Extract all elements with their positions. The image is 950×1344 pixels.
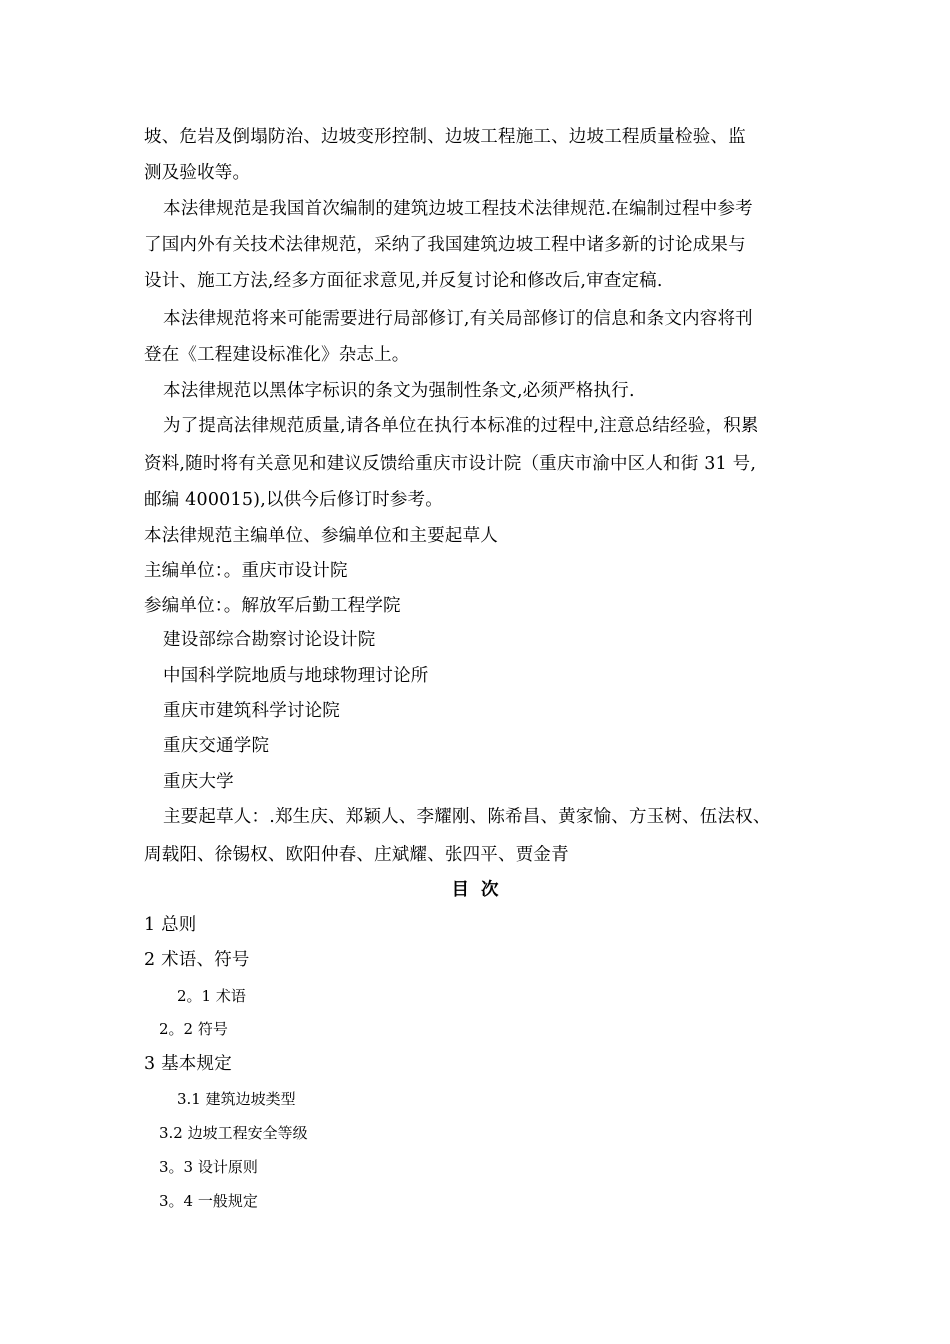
chief-unit: 主编单位：。重庆市设计院 [144,561,348,581]
drafters-line-1: 主要起草人：.郑生庆、郑颖人、李耀刚、陈希昌、黄家愉、方玉树、伍法权、 [163,807,771,827]
intro-line-5: 设计、施工方法,经多方面征求意见,并反复讨论和修改后,审查定稿. [144,271,663,291]
toc-item-1: 1 总则 [144,915,197,935]
toc-item-2: 2 术语、符号 [144,950,250,970]
toc-item-2-2: 2。2 符号 [159,1020,228,1038]
toc-item-3-1: 3.1 建筑边坡类型 [177,1090,296,1108]
toc-item-3-2: 3.2 边坡工程安全等级 [159,1124,308,1142]
intro-line-9: 为了提高法律规范质量,请各单位在执行本标准的过程中,注意总结经验，积累 [163,416,759,436]
drafters-line-2: 周载阳、徐锡权、欧阳仲春、庄斌耀、张四平、贾金青 [144,845,569,865]
intro-line-6: 本法律规范将来可能需要进行局部修订,有关局部修订的信息和条文内容将刊 [163,309,753,329]
toc-item-3-4: 3。4 一般规定 [159,1192,258,1210]
participating-unit-item: 重庆交通学院 [163,736,270,756]
participating-unit-item: 建设部综合勘察讨论设计院 [163,630,376,650]
toc-item-2-1: 2。1 术语 [177,987,246,1005]
intro-line-2: 测及验收等。 [144,163,251,183]
toc-item-3: 3 基本规定 [144,1054,232,1074]
toc-item-3-3: 3。3 设计原则 [159,1158,258,1176]
participating-unit-item: 中国科学院地质与地球物理讨论所 [163,666,429,686]
participating-unit: 参编单位：。解放军后勤工程学院 [144,596,401,616]
intro-line-10: 资料,随时将有关意见和建议反馈给重庆市设计院（重庆市渝中区人和街 31 号, [144,454,757,474]
intro-line-8: 本法律规范以黑体字标识的条文为强制性条文,必须严格执行. [163,381,635,401]
intro-line-1: 坡、危岩及倒塌防治、边坡变形控制、边坡工程施工、边坡工程质量检验、监 [144,127,746,147]
participating-unit-item: 重庆大学 [163,772,234,792]
intro-line-4: 了国内外有关技术法律规范，采纳了我国建筑边坡工程中诸多新的讨论成果与 [144,235,746,255]
toc-title: 目次 [451,880,511,900]
intro-line-7: 登在《工程建设标准化》杂志上。 [144,345,410,365]
participating-unit-item: 重庆市建筑科学讨论院 [163,701,340,721]
intro-line-3: 本法律规范是我国首次编制的建筑边坡工程技术法律规范.在编制过程中参考 [163,199,753,219]
units-heading: 本法律规范主编单位、参编单位和主要起草人 [144,526,498,546]
intro-line-11: 邮编 400015),以供今后修订时参考。 [144,490,443,510]
